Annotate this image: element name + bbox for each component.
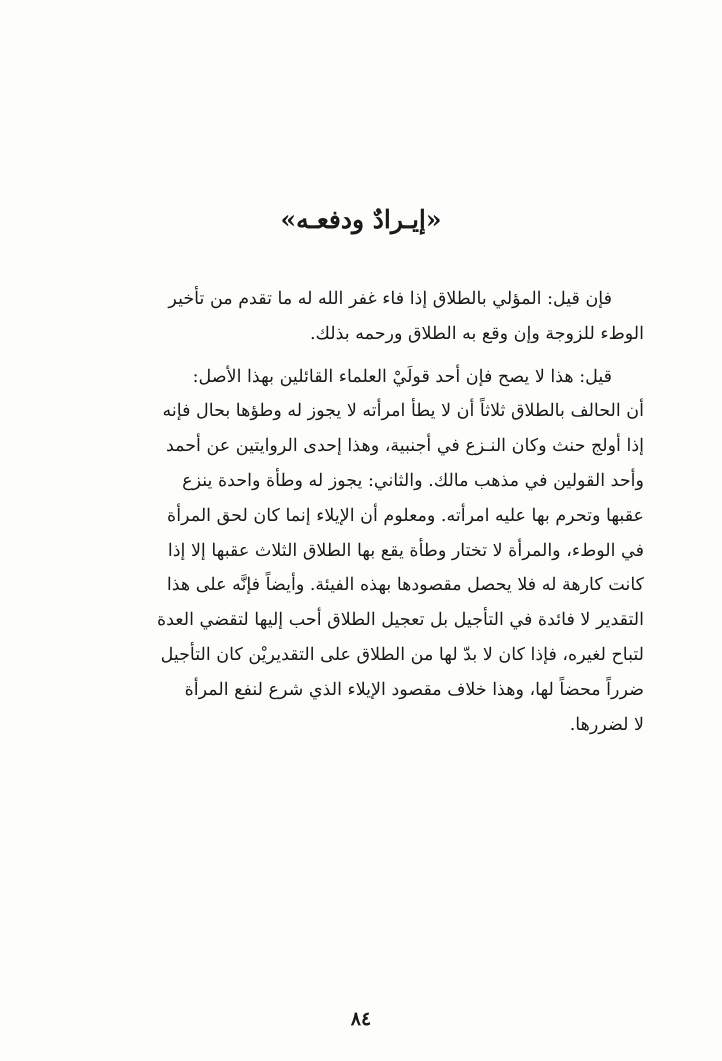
page-number: ٨٤: [350, 1008, 372, 1030]
text-line: لتباح لغيره، فإذا كان لا بدّ لها من الطلاق على التقديريْن كان التأجيل: [160, 644, 644, 665]
text-line: وأحد القولين في مذهب مالك. والثاني: يجوز له وطأة واحدة ينزع: [182, 470, 644, 491]
text-line: الوطء للزوجة وإن وقع به الطلاق ورحمه بذلك.: [309, 323, 644, 344]
text-line: فإن قيل: المؤلي بالطلاق إذا فاء غفر الله له ما تقدم من تأخير: [168, 289, 612, 309]
section-heading: «إيـرادٌ ودفعـه»: [280, 205, 442, 234]
text-line: في الوطء، والمرأة لا تختار وطأة يقع بها الطلاق الثلاث عقبها إلا إذا: [167, 540, 644, 561]
text-line: قيل: هذا لا يصح فإن أحد قولَيْ العلماء القائلين بهذا الأصل:: [192, 366, 612, 387]
text-line: أن الحالف بالطلاق ثلاثاً أن لا يطأ امرأته لا يجوز له وطؤها بحال فإنه: [162, 401, 644, 422]
text-line: لا لضررها.: [569, 714, 644, 735]
text-line: ضرراً محضاً لها، وهذا خلاف مقصود الإيلاء الذي شرع لنفع المرأة: [184, 679, 644, 700]
text-line: كانت كارهة له فلا يحصل مقصودها بهذه الفيئة. وأيضاً فإنَّه على هذا: [166, 575, 644, 596]
text-line: إذا أولج حنث وكان النـزع في أجنبية، وهذا إحدى الروايتين عن أحمد: [165, 436, 644, 457]
text-line: عقبها وتحرم بها عليه امرأته. ومعلوم أن الإيلاء إنما كان لحق المرأة: [167, 505, 644, 526]
paragraph-question: [76, 282, 644, 352]
paragraph-answer: [76, 360, 644, 743]
text-line: التقدير لا فائدة في التأجيل بل تعجيل الطلاق أحب إليها لتقضي العدة: [156, 610, 644, 631]
body-text: [76, 282, 644, 746]
